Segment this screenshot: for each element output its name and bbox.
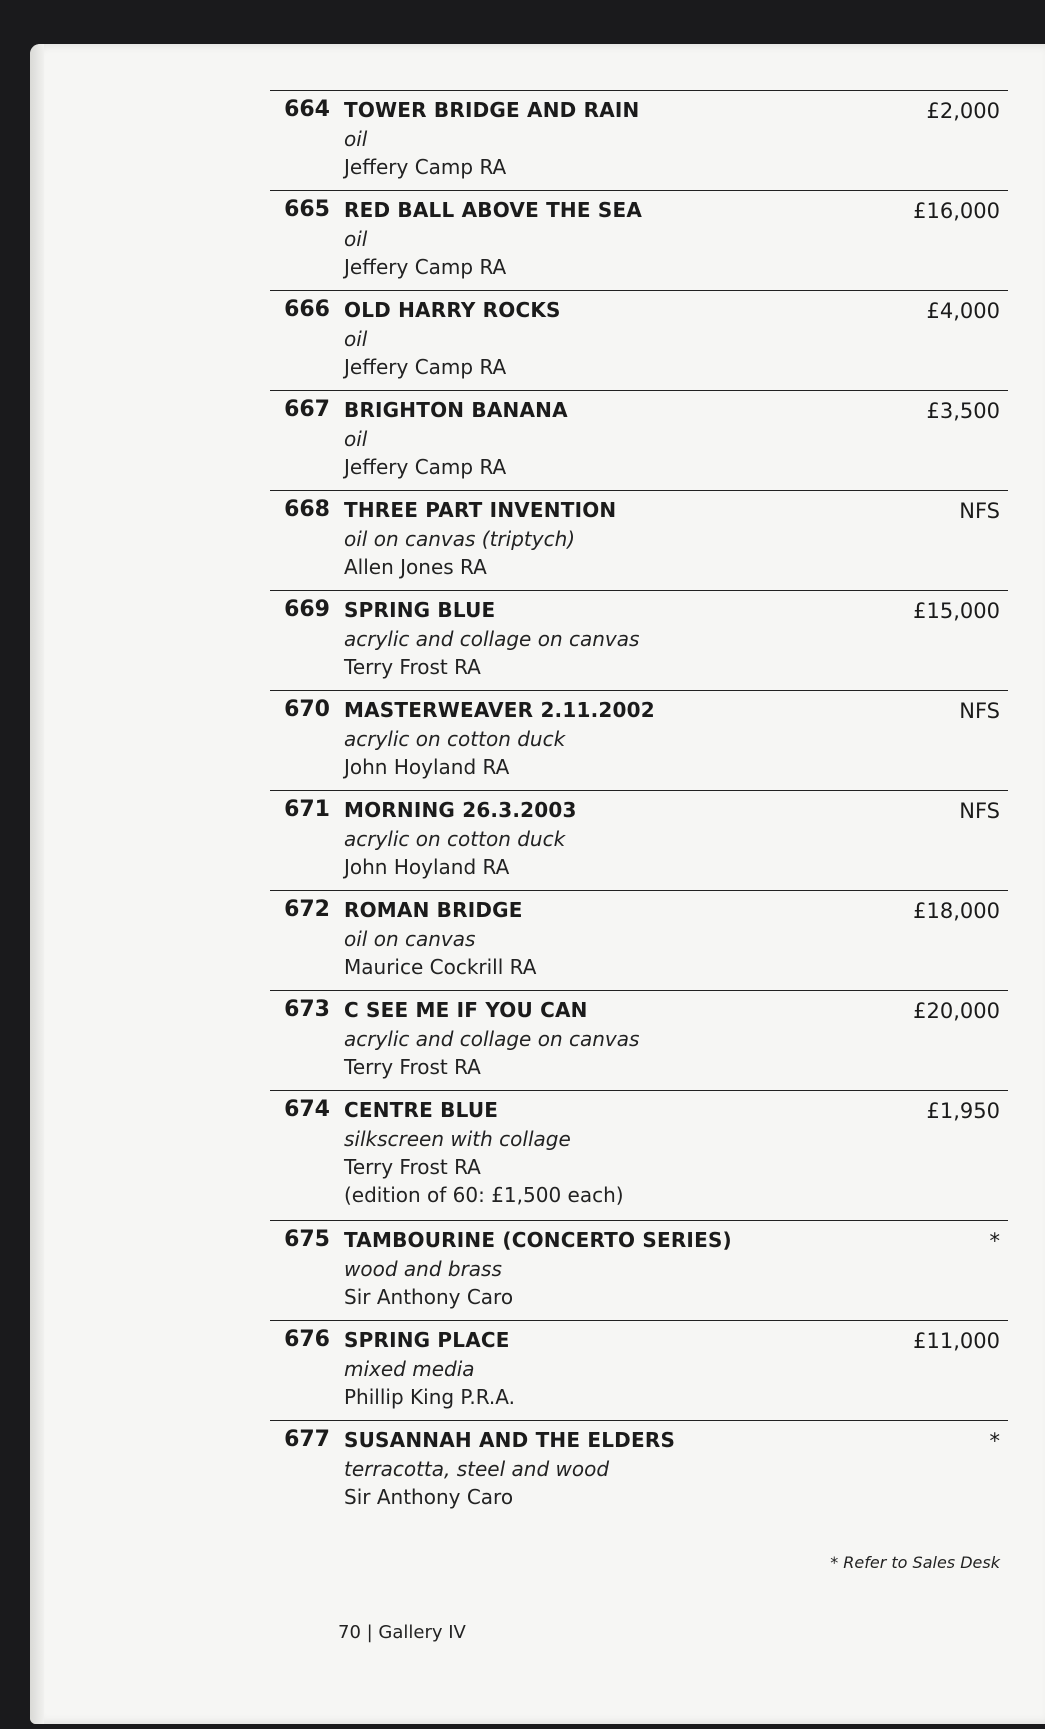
footnote: * Refer to Sales Desk [830,1553,1000,1572]
entry-price: £11,000 [913,1329,1000,1353]
entry-number: 666 [284,297,330,322]
entry-price: NFS [959,499,1000,523]
entry-price: £4,000 [926,299,1000,323]
entry-price: £1,950 [926,1099,1000,1123]
catalogue-entry [270,1420,1008,1521]
entry-medium: acrylic and collage on canvas [344,627,640,651]
entry-artist: Terry Frost RA [344,1155,481,1179]
catalogue-entry [270,790,1008,891]
entry-number: 673 [284,997,330,1022]
entry-artist: Phillip King P.R.A. [344,1385,515,1409]
entry-medium: oil on canvas (triptych) [344,527,576,551]
entry-artist: Jeffery Camp RA [344,255,507,279]
entry-number: 671 [284,797,330,822]
catalogue-entry [270,490,1008,591]
entry-medium: terracotta, steel and wood [344,1457,610,1481]
entry-price: NFS [959,799,1000,823]
entry-number: 669 [284,597,330,622]
entry-title: TOWER BRIDGE AND RAIN [344,98,640,122]
entry-artist: Jeffery Camp RA [344,155,507,179]
entry-number: 670 [284,697,330,722]
entry-price: £15,000 [913,599,1000,623]
entry-title: TAMBOURINE (CONCERTO SERIES) [344,1228,732,1252]
catalogue-entry [270,590,1008,691]
entry-price: £2,000 [926,99,1000,123]
entry-price: NFS [959,699,1000,723]
entry-medium: acrylic and collage on canvas [344,1027,640,1051]
page-edge [30,44,44,1724]
catalogue-entry [270,1090,1008,1221]
entry-artist: Jeffery Camp RA [344,455,507,479]
entry-number: 665 [284,197,330,222]
entry-number: 676 [284,1327,330,1352]
entry-price: £20,000 [913,999,1000,1023]
entry-price: £18,000 [913,899,1000,923]
entry-title: BRIGHTON BANANA [344,398,568,422]
entry-number: 668 [284,497,330,522]
catalogue-entry [270,290,1008,391]
entry-medium: oil [344,127,368,151]
entry-price: * [989,1429,1000,1453]
catalogue-entry [270,90,1008,191]
entry-title: C SEE ME IF YOU CAN [344,998,588,1022]
page-folio: 70 | Gallery IV [338,1622,466,1643]
entry-medium: wood and brass [344,1257,502,1281]
entry-title: SUSANNAH AND THE ELDERS [344,1428,676,1452]
entry-artist: Sir Anthony Caro [344,1485,514,1509]
entry-artist: Sir Anthony Caro [344,1285,514,1309]
entry-artist: John Hoyland RA [344,755,510,779]
entry-number: 677 [284,1427,330,1452]
catalogue-entry [270,990,1008,1091]
entry-medium: oil [344,227,368,251]
entry-medium: oil [344,327,368,351]
entry-title: ROMAN BRIDGE [344,898,523,922]
entry-medium: oil [344,427,368,451]
entry-medium: mixed media [344,1357,475,1381]
catalogue-entry [270,390,1008,491]
entry-title: MASTERWEAVER 2.11.2002 [344,698,655,722]
entry-artist: Allen Jones RA [344,555,487,579]
catalogue-entry [270,690,1008,791]
entry-number: 672 [284,897,330,922]
entry-medium: silkscreen with collage [344,1127,571,1151]
entry-price: * [989,1229,1000,1253]
entry-number: 675 [284,1227,330,1252]
entry-number: 667 [284,397,330,422]
entry-medium: acrylic on cotton duck [344,727,566,751]
entry-title: CENTRE BLUE [344,1098,499,1122]
entry-title: SPRING BLUE [344,598,496,622]
entry-title: OLD HARRY ROCKS [344,298,561,322]
entry-artist: Jeffery Camp RA [344,355,507,379]
catalogue-entry [270,190,1008,291]
entry-number: 674 [284,1097,330,1122]
entry-title: SPRING PLACE [344,1328,510,1352]
catalogue-entry [270,1320,1008,1421]
entry-artist: Terry Frost RA [344,1055,481,1079]
entry-artist: Terry Frost RA [344,655,481,679]
entry-title: MORNING 26.3.2003 [344,798,577,822]
entry-price: £16,000 [913,199,1000,223]
entry-number: 664 [284,97,330,122]
entry-medium: acrylic on cotton duck [344,827,566,851]
catalogue-entry [270,890,1008,991]
entry-title: THREE PART INVENTION [344,498,617,522]
entry-artist: John Hoyland RA [344,855,510,879]
entry-artist: Maurice Cockrill RA [344,955,537,979]
catalogue-entry [270,1220,1008,1321]
entry-title: RED BALL ABOVE THE SEA [344,198,643,222]
entry-price: £3,500 [926,399,1000,423]
entry-edition: (edition of 60: £1,500 each) [344,1183,624,1207]
entry-medium: oil on canvas [344,927,476,951]
